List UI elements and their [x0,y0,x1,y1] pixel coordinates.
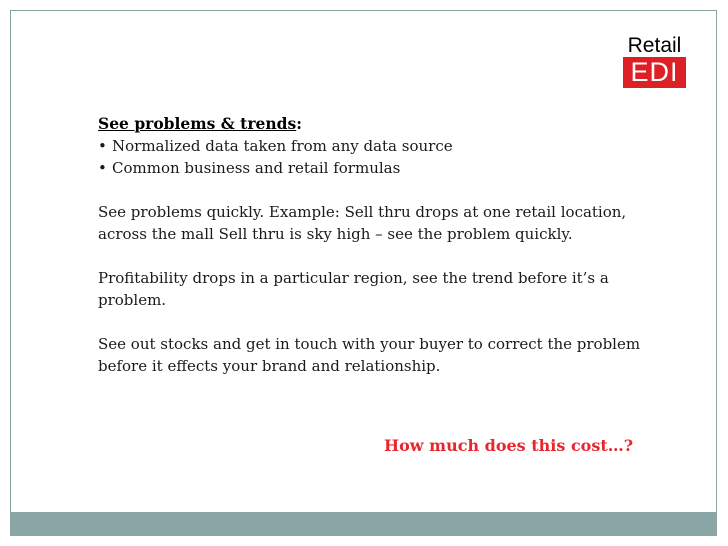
list-item [98,157,658,179]
bullet-icon: • [98,159,107,177]
section-heading [98,113,658,135]
retail-edi-logo [616,34,693,88]
logo-box-text: EDI [623,57,686,88]
section-heading-colon: : [296,114,302,133]
logo-top-text: Retail [627,34,682,57]
section-heading-text: See problems & trends [98,114,297,133]
bullet-text: Normalized data taken from any data source [112,137,453,155]
bullet-list [98,135,658,179]
paragraph-out-stocks: See out stocks and get in touch with your buyer to correct the problem before it effects your brand and relationship. [98,335,641,375]
paragraph-profitability: Profitability drops in a particular region, see the trend before it’s a problem. [98,269,609,309]
footer-bar [11,512,716,535]
paragraph-problems-quickly: See problems quickly. Example: Sell thru drops at one retail location, across the mall Sell thru is sky high – see the problem quickly. [98,203,627,243]
bullet-icon: • [98,137,107,155]
cost-question: How much does this cost…? [384,436,634,455]
bullet-text: Common business and retail formulas [112,159,401,177]
list-item [98,135,658,157]
slide-content [98,113,658,377]
